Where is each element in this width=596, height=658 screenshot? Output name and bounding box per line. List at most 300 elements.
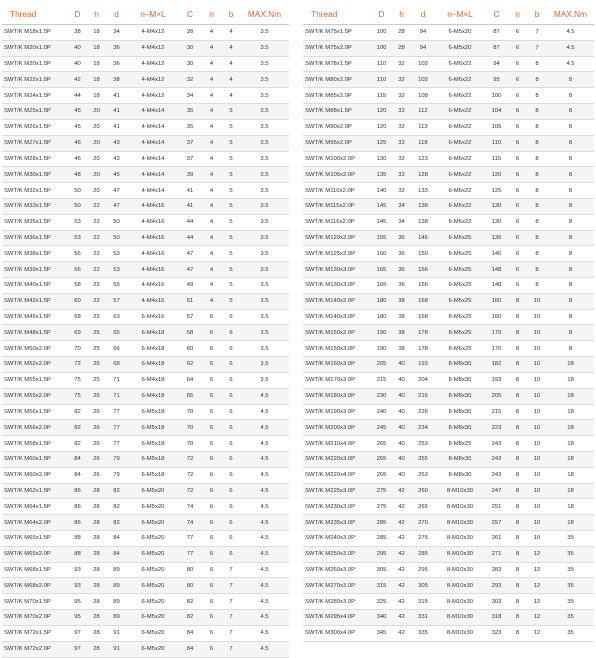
cell-max-nm: 18 bbox=[547, 404, 594, 420]
cell-thread: SWT/K M100x2.0P bbox=[303, 151, 371, 167]
cell-n: 6 bbox=[201, 420, 222, 436]
cell-h: 34 bbox=[392, 198, 411, 214]
cell-max-nm: 4.5 bbox=[240, 436, 289, 452]
cell-n: 6 bbox=[201, 594, 222, 610]
cell-D: 165 bbox=[371, 262, 392, 278]
cell-n: 8 bbox=[508, 341, 527, 357]
header-n: n bbox=[201, 4, 222, 25]
cell-max-nm: 8 bbox=[547, 167, 594, 183]
cell-d: 89 bbox=[106, 610, 127, 626]
cell-C: 47 bbox=[179, 262, 201, 278]
cell-thread: SWT/K M115x2.0P bbox=[303, 198, 371, 214]
cell-max-nm: 4.5 bbox=[547, 40, 594, 56]
cell-thread: SWT/K M105x2.0P bbox=[303, 167, 371, 183]
cell-D: 93 bbox=[68, 562, 87, 578]
cell-d: 50 bbox=[106, 230, 127, 246]
cell-n: 4 bbox=[201, 151, 222, 167]
cell-D: 97 bbox=[68, 641, 87, 657]
cell-n-mxl: 6-M6x25 bbox=[435, 246, 485, 262]
cell-max-nm: 3.5 bbox=[240, 167, 289, 183]
cell-n-mxl: 6-M5x18 bbox=[127, 404, 179, 420]
cell-d: 43 bbox=[106, 135, 127, 151]
cell-max-nm: 8 bbox=[547, 230, 594, 246]
cell-h: 40 bbox=[392, 372, 411, 388]
cell-h: 36 bbox=[392, 230, 411, 246]
cell-d: 89 bbox=[106, 562, 127, 578]
table-row bbox=[303, 499, 594, 515]
cell-n-mxl: 8-M10x30 bbox=[435, 483, 485, 499]
cell-n: 6 bbox=[508, 278, 527, 294]
cell-h: 25 bbox=[87, 388, 106, 404]
cell-D: 50 bbox=[68, 198, 87, 214]
cell-max-nm: 4.5 bbox=[240, 578, 289, 594]
cell-C: 37 bbox=[179, 151, 201, 167]
cell-thread: SWT/K M88x1.5P bbox=[303, 104, 371, 120]
cell-n-mxl: 6-M5x20 bbox=[435, 25, 485, 41]
cell-h: 36 bbox=[392, 278, 411, 294]
cell-h: 28 bbox=[87, 610, 106, 626]
header-C: C bbox=[179, 4, 201, 25]
cell-d: 77 bbox=[106, 420, 127, 436]
table-row bbox=[2, 72, 289, 88]
table-row bbox=[2, 372, 289, 388]
cell-d: 156 bbox=[411, 262, 435, 278]
cell-d: 108 bbox=[411, 88, 435, 104]
cell-n: 6 bbox=[508, 56, 527, 72]
cell-b: 6 bbox=[222, 388, 240, 404]
cell-n-mxl: 6-M6x22 bbox=[435, 104, 485, 120]
table-row bbox=[2, 135, 289, 151]
cell-h: 22 bbox=[87, 309, 106, 325]
cell-D: 70 bbox=[68, 341, 87, 357]
cell-n: 6 bbox=[201, 341, 222, 357]
header-n-mxl: n–M×L bbox=[127, 4, 179, 25]
cell-n-mxl: 4-M4x16 bbox=[127, 214, 179, 230]
cell-n-mxl: 6-M6x25 bbox=[435, 278, 485, 294]
cell-b: 6 bbox=[222, 309, 240, 325]
cell-n-mxl: 8-M10x30 bbox=[435, 578, 485, 594]
cell-h: 36 bbox=[392, 262, 411, 278]
cell-h: 34 bbox=[392, 214, 411, 230]
cell-d: 91 bbox=[106, 641, 127, 657]
cell-D: 46 bbox=[68, 151, 87, 167]
cell-n: 6 bbox=[508, 230, 527, 246]
cell-n: 8 bbox=[508, 309, 527, 325]
cell-d: 53 bbox=[106, 262, 127, 278]
cell-max-nm: 8 bbox=[547, 151, 594, 167]
cell-b: 4 bbox=[222, 40, 240, 56]
cell-d: 335 bbox=[411, 625, 435, 641]
cell-b: 10 bbox=[527, 483, 547, 499]
cell-d: 36 bbox=[106, 56, 127, 72]
cell-h: 20 bbox=[87, 119, 106, 135]
cell-max-nm: 4.5 bbox=[547, 25, 594, 41]
table-row bbox=[2, 420, 289, 436]
table-row bbox=[303, 578, 594, 594]
cell-n-mxl: 8-M6x25 bbox=[435, 309, 485, 325]
header-d: d bbox=[411, 4, 435, 25]
cell-n: 6 bbox=[201, 467, 222, 483]
cell-C: 72 bbox=[179, 467, 201, 483]
cell-n-mxl: 4-M4x16 bbox=[127, 198, 179, 214]
cell-C: 148 bbox=[485, 278, 508, 294]
cell-h: 28 bbox=[87, 641, 106, 657]
cell-n: 6 bbox=[508, 151, 527, 167]
cell-b: 8 bbox=[527, 198, 547, 214]
cell-D: 48 bbox=[68, 167, 87, 183]
cell-D: 86 bbox=[68, 483, 87, 499]
cell-max-nm: 3.5 bbox=[240, 40, 289, 56]
cell-D: 265 bbox=[371, 467, 392, 483]
table-row bbox=[2, 357, 289, 373]
cell-D: 275 bbox=[371, 483, 392, 499]
cell-thread: SWT/K M116x2.0P bbox=[303, 214, 371, 230]
cell-C: 193 bbox=[485, 372, 508, 388]
cell-C: 62 bbox=[179, 357, 201, 373]
cell-n-mxl: 8-M10x30 bbox=[435, 625, 485, 641]
cell-max-nm: 35 bbox=[547, 594, 594, 610]
cell-C: 170 bbox=[485, 341, 508, 357]
cell-n-mxl: 4-M4x14 bbox=[127, 151, 179, 167]
cell-D: 215 bbox=[371, 372, 392, 388]
table-row bbox=[2, 594, 289, 610]
cell-D: 265 bbox=[371, 451, 392, 467]
cell-d: 57 bbox=[106, 293, 127, 309]
cell-n: 4 bbox=[201, 278, 222, 294]
table-row bbox=[303, 25, 594, 41]
cell-max-nm: 3.5 bbox=[240, 25, 289, 41]
cell-d: 84 bbox=[106, 531, 127, 547]
cell-C: 125 bbox=[485, 183, 508, 199]
cell-h: 20 bbox=[87, 167, 106, 183]
cell-max-nm: 4.5 bbox=[240, 641, 289, 657]
cell-C: 140 bbox=[485, 246, 508, 262]
cell-n-mxl: 4-M4x12 bbox=[127, 25, 179, 41]
table-row bbox=[303, 262, 594, 278]
cell-b: 10 bbox=[527, 325, 547, 341]
cell-h: 25 bbox=[87, 325, 106, 341]
cell-h: 32 bbox=[392, 167, 411, 183]
cell-b: 6 bbox=[222, 546, 240, 562]
table-row bbox=[2, 151, 289, 167]
table-row bbox=[2, 325, 289, 341]
cell-d: 234 bbox=[411, 420, 435, 436]
cell-D: 72 bbox=[68, 357, 87, 373]
cell-n-mxl: 8-M10x30 bbox=[435, 562, 485, 578]
table-row bbox=[303, 72, 594, 88]
cell-n: 6 bbox=[201, 499, 222, 515]
cell-n-mxl: 4-M4x12 bbox=[127, 40, 179, 56]
cell-b: 7 bbox=[527, 40, 547, 56]
cell-D: 340 bbox=[371, 610, 392, 626]
cell-b: 6 bbox=[222, 372, 240, 388]
cell-n-mxl: 8-M10x30 bbox=[435, 610, 485, 626]
cell-n: 6 bbox=[508, 214, 527, 230]
table-row bbox=[2, 88, 289, 104]
cell-max-nm: 18 bbox=[547, 388, 594, 404]
cell-max-nm: 4.5 bbox=[240, 420, 289, 436]
cell-d: 133 bbox=[411, 183, 435, 199]
cell-C: 35 bbox=[179, 104, 201, 120]
cell-n-mxl: 4-M4x16 bbox=[127, 230, 179, 246]
cell-b: 5 bbox=[222, 246, 240, 262]
cell-C: 39 bbox=[179, 167, 201, 183]
cell-thread: SWT/K M68x1.5P bbox=[2, 562, 68, 578]
cell-d: 68 bbox=[106, 357, 127, 373]
cell-n-mxl: 8-M8x30 bbox=[435, 372, 485, 388]
cell-n-mxl: 8-M8x30 bbox=[435, 451, 485, 467]
table-row bbox=[303, 531, 594, 547]
cell-h: 42 bbox=[392, 531, 411, 547]
cell-h: 42 bbox=[392, 562, 411, 578]
cell-d: 36 bbox=[106, 40, 127, 56]
table-row bbox=[303, 167, 594, 183]
cell-D: 56 bbox=[68, 246, 87, 262]
cell-n-mxl: 6-M5x18 bbox=[127, 420, 179, 436]
table-row bbox=[2, 562, 289, 578]
cell-h: 36 bbox=[392, 246, 411, 262]
cell-n-mxl: 6-M5x20 bbox=[127, 562, 179, 578]
cell-thread: SWT/K M25x1.5P bbox=[2, 104, 68, 120]
cell-b: 8 bbox=[527, 72, 547, 88]
cell-thread: SWT/K M270x3.0P bbox=[303, 578, 371, 594]
table-row bbox=[303, 610, 594, 626]
cell-n-mxl: 6-M6x22 bbox=[435, 183, 485, 199]
cell-D: 115 bbox=[371, 88, 392, 104]
cell-n-mxl: 6-M4x18 bbox=[127, 372, 179, 388]
table-row bbox=[303, 88, 594, 104]
cell-n-mxl: 8-M8x30 bbox=[435, 420, 485, 436]
cell-h: 26 bbox=[87, 467, 106, 483]
cell-C: 283 bbox=[485, 562, 508, 578]
cell-C: 60 bbox=[179, 341, 201, 357]
cell-n: 4 bbox=[201, 246, 222, 262]
header-thread: Thread bbox=[303, 4, 371, 25]
cell-n: 8 bbox=[508, 325, 527, 341]
cell-b: 7 bbox=[527, 25, 547, 41]
cell-d: 260 bbox=[411, 483, 435, 499]
cell-n: 6 bbox=[201, 372, 222, 388]
cell-thread: SWT/K M20x1.0P bbox=[2, 40, 68, 56]
cell-thread: SWT/K M295x4.0P bbox=[303, 610, 371, 626]
table-row bbox=[2, 467, 289, 483]
cell-max-nm: 3.5 bbox=[240, 183, 289, 199]
cell-b: 6 bbox=[222, 483, 240, 499]
cell-C: 104 bbox=[485, 104, 508, 120]
cell-thread: SWT/K M160x3.0P bbox=[303, 357, 371, 373]
cell-n: 6 bbox=[508, 40, 527, 56]
cell-max-nm: 3.5 bbox=[240, 151, 289, 167]
cell-b: 12 bbox=[527, 578, 547, 594]
cell-C: 51 bbox=[179, 293, 201, 309]
table-row bbox=[303, 372, 594, 388]
cell-thread: SWT/K M130x3.0P bbox=[303, 278, 371, 294]
cell-b: 5 bbox=[222, 151, 240, 167]
cell-max-nm: 8 bbox=[547, 88, 594, 104]
cell-h: 22 bbox=[87, 278, 106, 294]
table-row bbox=[2, 531, 289, 547]
cell-h: 40 bbox=[392, 420, 411, 436]
table-row bbox=[303, 119, 594, 135]
cell-n-mxl: 6-M5x18 bbox=[127, 467, 179, 483]
cell-h: 28 bbox=[87, 546, 106, 562]
cell-h: 42 bbox=[392, 610, 411, 626]
cell-max-nm: 3.5 bbox=[240, 246, 289, 262]
cell-thread: SWT/K M300x4.0P bbox=[303, 625, 371, 641]
cell-d: 118 bbox=[411, 135, 435, 151]
cell-thread: SWT/K M65x2.0P bbox=[2, 546, 68, 562]
cell-h: 40 bbox=[392, 451, 411, 467]
cell-thread: SWT/K M140x2.0P bbox=[303, 293, 371, 309]
cell-D: 95 bbox=[68, 610, 87, 626]
cell-max-nm: 8 bbox=[547, 104, 594, 120]
cell-d: 138 bbox=[411, 214, 435, 230]
table-row bbox=[2, 104, 289, 120]
table-row bbox=[303, 357, 594, 373]
cell-n: 4 bbox=[201, 25, 222, 41]
cell-C: 57 bbox=[179, 309, 201, 325]
cell-h: 28 bbox=[392, 25, 411, 41]
cell-max-nm: 3.5 bbox=[240, 104, 289, 120]
cell-n-mxl: 6-M6x22 bbox=[435, 135, 485, 151]
table-row bbox=[303, 625, 594, 641]
cell-max-nm: 3.5 bbox=[240, 56, 289, 72]
table-row bbox=[2, 515, 289, 531]
cell-b: 10 bbox=[527, 388, 547, 404]
table-row bbox=[303, 104, 594, 120]
cell-D: 315 bbox=[371, 578, 392, 594]
cell-n: 6 bbox=[201, 404, 222, 420]
cell-thread: SWT/K M40x1.5P bbox=[2, 278, 68, 294]
header-b: b bbox=[527, 4, 547, 25]
cell-b: 10 bbox=[527, 293, 547, 309]
cell-C: 115 bbox=[485, 151, 508, 167]
cell-n-mxl: 8-M6x25 bbox=[435, 325, 485, 341]
cell-n-mxl: 6-M4x18 bbox=[127, 357, 179, 373]
cell-thread: SWT/K M110x2.0P bbox=[303, 183, 371, 199]
cell-n-mxl: 8-M10x30 bbox=[435, 531, 485, 547]
cell-D: 88 bbox=[68, 531, 87, 547]
cell-d: 55 bbox=[106, 278, 127, 294]
cell-h: 42 bbox=[392, 578, 411, 594]
table-row bbox=[303, 278, 594, 294]
table-row bbox=[303, 436, 594, 452]
table-row bbox=[303, 546, 594, 562]
cell-max-nm: 18 bbox=[547, 420, 594, 436]
cell-max-nm: 3.5 bbox=[240, 72, 289, 88]
cell-D: 45 bbox=[68, 119, 87, 135]
cell-n-mxl: 6-M4x18 bbox=[127, 325, 179, 341]
cell-C: 271 bbox=[485, 546, 508, 562]
table-row bbox=[303, 404, 594, 420]
cell-C: 77 bbox=[179, 531, 201, 547]
cell-thread: SWT/K M225x3.0P bbox=[303, 483, 371, 499]
cell-d: 253 bbox=[411, 467, 435, 483]
cell-n-mxl: 6-M5x20 bbox=[127, 641, 179, 657]
cell-h: 20 bbox=[87, 151, 106, 167]
cell-b: 8 bbox=[527, 119, 547, 135]
cell-thread: SWT/K M170x3.0P bbox=[303, 372, 371, 388]
cell-D: 46 bbox=[68, 135, 87, 151]
cell-D: 75 bbox=[68, 372, 87, 388]
cell-n: 6 bbox=[201, 325, 222, 341]
cell-d: 168 bbox=[411, 293, 435, 309]
table-row bbox=[303, 562, 594, 578]
table-row bbox=[2, 198, 289, 214]
cell-b: 8 bbox=[527, 88, 547, 104]
cell-n: 4 bbox=[201, 183, 222, 199]
cell-d: 305 bbox=[411, 578, 435, 594]
cell-h: 20 bbox=[87, 135, 106, 151]
table-row bbox=[2, 25, 289, 41]
cell-thread: SWT/K M70x2.0P bbox=[2, 610, 68, 626]
cell-n-mxl: 6-M4x18 bbox=[127, 341, 179, 357]
cell-n-mxl: 6-M6x22 bbox=[435, 88, 485, 104]
cell-n: 6 bbox=[508, 198, 527, 214]
cell-d: 84 bbox=[106, 546, 127, 562]
cell-d: 50 bbox=[106, 214, 127, 230]
table-row bbox=[303, 293, 594, 309]
cell-b: 4 bbox=[222, 88, 240, 104]
cell-h: 26 bbox=[87, 420, 106, 436]
cell-D: 165 bbox=[371, 278, 392, 294]
spec-table-left bbox=[2, 4, 289, 658]
cell-n-mxl: 6-M6x25 bbox=[435, 230, 485, 246]
cell-D: 75 bbox=[68, 388, 87, 404]
cell-max-nm: 4.5 bbox=[240, 499, 289, 515]
cell-n-mxl: 4-M4x12 bbox=[127, 56, 179, 72]
cell-D: 86 bbox=[68, 515, 87, 531]
cell-d: 47 bbox=[106, 198, 127, 214]
cell-d: 295 bbox=[411, 562, 435, 578]
cell-b: 5 bbox=[222, 104, 240, 120]
cell-d: 43 bbox=[106, 151, 127, 167]
cell-d: 65 bbox=[106, 325, 127, 341]
cell-h: 18 bbox=[87, 25, 106, 41]
cell-C: 74 bbox=[179, 515, 201, 531]
table-row bbox=[2, 641, 289, 657]
cell-D: 190 bbox=[371, 325, 392, 341]
cell-h: 40 bbox=[392, 404, 411, 420]
cell-n-mxl: 6-M5x20 bbox=[127, 531, 179, 547]
cell-thread: SWT/K M250x3.0P bbox=[303, 546, 371, 562]
cell-d: 79 bbox=[106, 467, 127, 483]
cell-C: 77 bbox=[179, 546, 201, 562]
table-row bbox=[303, 40, 594, 56]
cell-b: 5 bbox=[222, 119, 240, 135]
cell-max-nm: 8 bbox=[547, 309, 594, 325]
cell-h: 22 bbox=[87, 230, 106, 246]
cell-thread: SWT/K M55x1.5P bbox=[2, 372, 68, 388]
cell-n: 6 bbox=[508, 72, 527, 88]
cell-n-mxl: 6-M6x22 bbox=[435, 72, 485, 88]
cell-thread: SWT/K M150x2.0P bbox=[303, 325, 371, 341]
cell-b: 6 bbox=[222, 325, 240, 341]
cell-thread: SWT/K M235x3.0P bbox=[303, 515, 371, 531]
cell-h: 22 bbox=[87, 198, 106, 214]
cell-b: 7 bbox=[222, 562, 240, 578]
cell-n-mxl: 6-M5x20 bbox=[127, 625, 179, 641]
cell-d: 331 bbox=[411, 610, 435, 626]
cell-n-mxl: 6-M6x25 bbox=[435, 262, 485, 278]
cell-b: 10 bbox=[527, 420, 547, 436]
cell-n: 4 bbox=[201, 214, 222, 230]
cell-n: 4 bbox=[201, 135, 222, 151]
cell-max-nm: 4.5 bbox=[240, 610, 289, 626]
cell-b: 5 bbox=[222, 230, 240, 246]
cell-b: 7 bbox=[222, 578, 240, 594]
cell-C: 70 bbox=[179, 420, 201, 436]
